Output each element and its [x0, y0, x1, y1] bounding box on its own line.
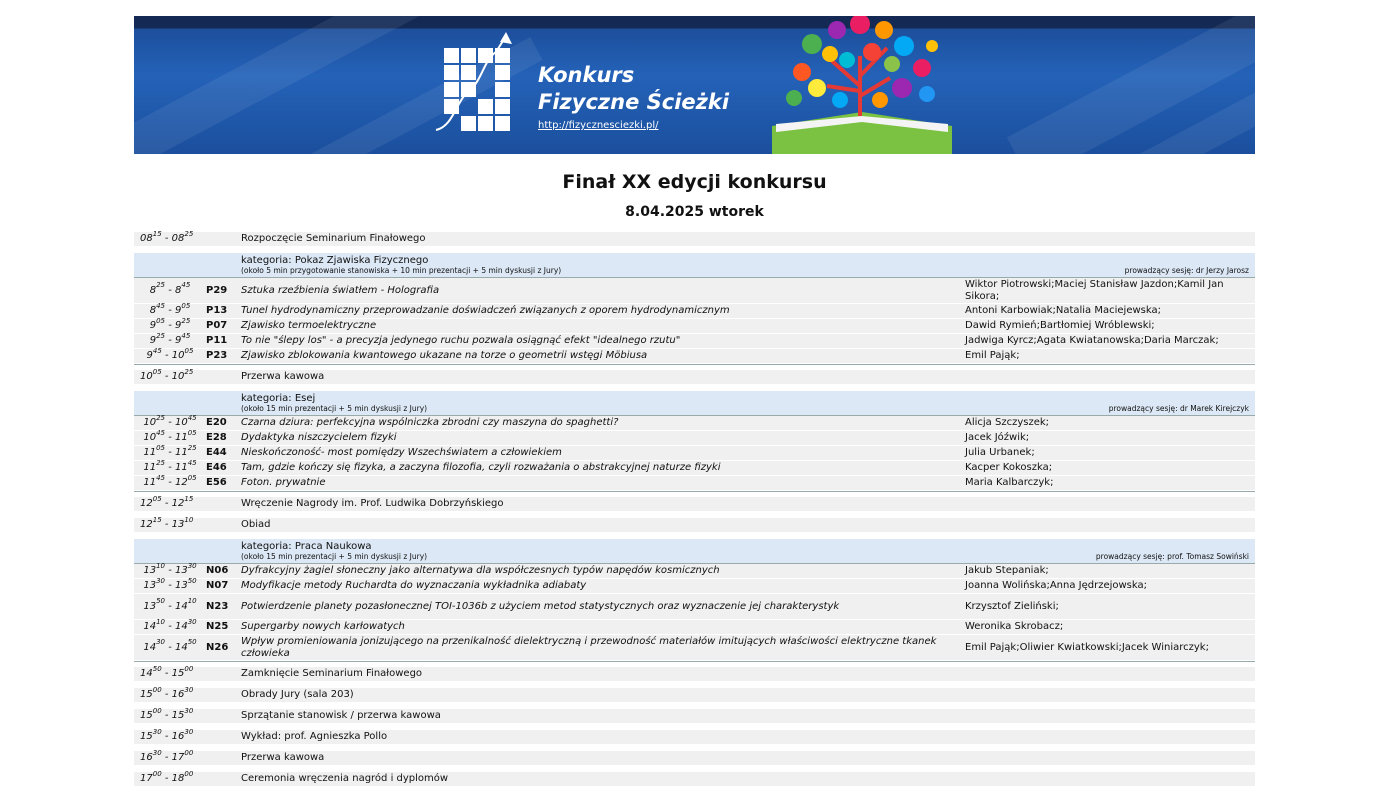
- website-link[interactable]: http://fizycznesciezki.pl/: [538, 120, 659, 131]
- session-chair: prowadzący sesję: prof. Tomasz Sowiński: [1095, 552, 1249, 561]
- category-header: [134, 539, 1255, 564]
- talk-code: P11: [206, 335, 228, 346]
- talk-code: E20: [206, 417, 227, 428]
- item-text: Przerwa kawowa: [241, 371, 325, 382]
- talk-title: Zjawisko zblokowania kwantowego ukazane na torze o geometrii wstęgi Möbiusa: [241, 350, 648, 361]
- talk-authors: Maria Kalbarczyk;: [965, 477, 1054, 488]
- talk-authors: Krzysztof Zieliński;: [965, 600, 1059, 612]
- talk-authors: Julia Urbanek;: [965, 447, 1035, 458]
- talk-code: P29: [206, 284, 228, 296]
- item-text: Zamknięcie Seminarium Finałowego: [241, 668, 423, 679]
- time-range: $14^{50} - 15^{00}$: [140, 664, 194, 679]
- time-range: $15^{00} - 16^{30}$: [140, 685, 194, 700]
- time-range: $9^{05} - 9^{25}$: [149, 316, 191, 331]
- talk-row: [134, 594, 1255, 620]
- schedule-table: [134, 229, 1255, 786]
- category-note: (około 15 min prezentacji + 5 min dyskusji z Jury): [241, 552, 428, 561]
- talk-authors: Joanna Wolińska;Anna Jędrzejowska;: [965, 580, 1147, 591]
- time-range: $10^{25} - 10^{45}$: [143, 413, 197, 428]
- time-range: $12^{05} - 12^{15}$: [140, 494, 194, 509]
- science-tree-icon: [772, 16, 957, 154]
- talk-title: Czarna dziura: perfekcyjna wspólniczka zbrodni czy maszyna do spaghetti?: [241, 417, 619, 428]
- item-text: Wręczenie Nagrody im. Prof. Ludwika Dobrzyńskiego: [241, 498, 504, 509]
- talk-row: [134, 561, 1255, 579]
- talk-title: Dyfrakcyjny żagiel słoneczny jako alternatywa dla współczesnych typów napędów kosmicznych: [241, 565, 720, 576]
- talk-title: Zjawisko termoelektryczne: [241, 320, 377, 331]
- page: [134, 16, 1255, 793]
- time-range: $10^{05} - 10^{25}$: [140, 367, 194, 382]
- page-date: 8.04.2025 wtorek: [625, 204, 764, 220]
- schedule-item: [134, 748, 1255, 765]
- category-title: kategoria: Esej: [241, 393, 316, 404]
- talk-code: P23: [206, 350, 228, 361]
- talk-code: N06: [206, 565, 229, 576]
- talk-authors: Jacek Jóźwik;: [965, 432, 1030, 443]
- brand-line-1: Konkurs: [538, 63, 635, 87]
- item-text: Obiad: [241, 519, 271, 530]
- talk-code: N25: [206, 621, 229, 632]
- time-range: $9^{25} - 9^{45}$: [149, 331, 191, 346]
- talk-code: P07: [206, 320, 228, 331]
- category-header: [134, 391, 1255, 416]
- talk-row: [134, 576, 1255, 594]
- talk-row: [134, 316, 1255, 334]
- time-range: $14^{10} - 14^{30}$: [143, 617, 197, 632]
- talk-title: Nieskończoność- most pomiędzy Wszechświatem a człowiekiem: [241, 447, 562, 458]
- talk-title: Potwierdzenie planety pozasłonecznej TOI-1036b z użyciem metod statystycznych oraz wyznaczenie jej charakterystyk: [241, 600, 840, 612]
- time-range: $10^{45} - 11^{05}$: [143, 428, 197, 443]
- talk-code: P13: [206, 305, 228, 316]
- talk-title: Supergarby nowych karłowatych: [241, 621, 405, 632]
- time-range: $11^{25} - 11^{45}$: [143, 458, 197, 473]
- talk-row: [134, 331, 1255, 349]
- schedule-item: [134, 367, 1255, 384]
- talk-authors: Emil Pająk;: [965, 350, 1020, 361]
- time-range: $9^{45} - 10^{05}$: [146, 346, 194, 361]
- schedule-item: [134, 685, 1255, 702]
- talk-row: [134, 458, 1255, 476]
- talk-code: E28: [206, 432, 227, 443]
- time-range: $15^{00} - 15^{30}$: [140, 706, 194, 721]
- time-range: $13^{10} - 13^{30}$: [143, 561, 197, 576]
- talk-title: Modyfikacje metody Ruchardta do wyznaczania wykładnika adiabaty: [241, 580, 587, 591]
- talk-row: [134, 473, 1255, 491]
- header-banner: [134, 16, 1255, 154]
- talk-authors: Emil Pająk;Oliwier Kwiatkowski;Jacek Winiarczyk;: [965, 641, 1209, 653]
- time-range: $13^{30} - 13^{50}$: [143, 576, 197, 591]
- talk-title: Sztuka rzeźbienia światłem - Holografia: [241, 284, 440, 296]
- item-text: Obrady Jury (sala 203): [241, 689, 354, 700]
- talk-row: [134, 635, 1255, 661]
- talk-list: [134, 278, 1255, 365]
- schedule-item: [134, 769, 1255, 786]
- time-range: $17^{00} - 18^{00}$: [140, 769, 194, 784]
- talk-code: N26: [206, 641, 229, 653]
- category-header: [134, 253, 1255, 278]
- talk-row: [134, 443, 1255, 461]
- talk-title: Foton. prywatnie: [241, 477, 326, 488]
- category-title: kategoria: Pokaz Zjawiska Fizycznego: [241, 255, 429, 266]
- time-range: $13^{50} - 14^{10}$: [143, 597, 197, 612]
- session-chair: prowadzący sesję: dr Jerzy Jarosz: [1124, 266, 1249, 275]
- item-text: Ceremonia wręczenia nagród i dyplomów: [241, 773, 449, 784]
- talk-row: [134, 617, 1255, 635]
- category-title: kategoria: Praca Naukowa: [241, 541, 372, 552]
- talk-row: [134, 346, 1255, 364]
- time-range: $14^{30} - 14^{50}$: [143, 638, 197, 653]
- talk-title: Tam, gdzie kończy się fizyka, a zaczyna filozofia, czyli rozważania o abstrakcyjnej naturze fizyki: [241, 462, 721, 473]
- talk-title: Dydaktyka niszczycielem fizyki: [241, 432, 397, 443]
- schedule-item: [134, 664, 1255, 681]
- schedule-item: [134, 229, 1255, 246]
- talk-authors: Wiktor Piotrowski;Maciej Stanisław Jazdon;Kamil Jan Sikora;: [965, 278, 1224, 302]
- schedule-item: [134, 706, 1255, 723]
- talk-authors: Jakub Stepaniak;: [965, 565, 1049, 576]
- talk-row: [134, 428, 1255, 446]
- talk-authors: Antoni Karbowiak;Natalia Maciejewska;: [965, 305, 1161, 316]
- talk-list: [134, 413, 1255, 492]
- schedule-item: [134, 494, 1255, 511]
- talk-list: [134, 561, 1255, 662]
- talk-code: E46: [206, 462, 227, 473]
- talk-authors: Alicja Szczyszek;: [965, 417, 1050, 428]
- talk-row: [134, 413, 1255, 431]
- time-range: $16^{30} - 17^{00}$: [140, 748, 194, 763]
- time-range: $8^{45} - 9^{05}$: [149, 301, 191, 316]
- brand-line-2: Fizyczne Ścieżki: [538, 90, 730, 114]
- talk-row: [134, 278, 1255, 304]
- talk-code: N07: [206, 580, 229, 591]
- time-range: $08^{15} - 08^{25}$: [140, 229, 194, 244]
- talk-title: Tunel hydrodynamiczny przeprowadzanie doświadczeń związanych z oporem hydrodynamicznym: [241, 305, 730, 316]
- time-range: $11^{45} - 12^{05}$: [143, 473, 197, 488]
- time-range: $12^{15} - 13^{10}$: [140, 515, 194, 530]
- item-text: Przerwa kawowa: [241, 752, 325, 763]
- session-chair: prowadzący sesję: dr Marek Kirejczyk: [1108, 404, 1249, 413]
- talk-title: Wpływ promieniowania jonizującego na przenikalność dielektryczną i przewodność materiałów imitujących właściwości elektryczne tkanek człowieka: [241, 635, 937, 659]
- talk-authors: Kacper Kokoszka;: [965, 462, 1053, 473]
- schedule-item: [134, 515, 1255, 532]
- talk-authors: Jadwiga Kyrcz;Agata Kwiatanowska;Daria Marczak;: [965, 335, 1219, 346]
- time-range: $8^{25} - 8^{45}$: [149, 281, 191, 296]
- category-note: (około 5 min przygotowanie stanowiska + 10 min prezentacji + 5 min dyskusji z Jury): [241, 266, 562, 275]
- talk-authors: Dawid Rymień;Bartłomiej Wróblewski;: [965, 320, 1155, 331]
- time-range: $11^{05} - 11^{25}$: [143, 443, 197, 458]
- schedule-item: [134, 727, 1255, 744]
- talk-code: N23: [206, 600, 229, 612]
- item-text: Wykład: prof. Agnieszka Pollo: [241, 731, 388, 742]
- item-text: Rozpoczęcie Seminarium Finałowego: [241, 233, 426, 244]
- brand-block: [538, 62, 729, 131]
- contest-logo-icon: [434, 30, 524, 134]
- time-range: $15^{30} - 16^{30}$: [140, 727, 194, 742]
- talk-title: To nie "ślepy los" - a precyzja jedynego ruchu pozwala osiągnąć efekt "idealnego rzutu": [241, 335, 681, 346]
- talk-authors: Weronika Skrobacz;: [965, 621, 1064, 632]
- item-text: Sprzątanie stanowisk / przerwa kawowa: [241, 710, 441, 721]
- talk-code: E56: [206, 477, 227, 488]
- talk-row: [134, 301, 1255, 319]
- category-note: (około 15 min prezentacji + 5 min dyskusji z Jury): [241, 404, 428, 413]
- page-title: Finał XX edycji konkursu: [562, 171, 827, 193]
- talk-code: E44: [206, 447, 227, 458]
